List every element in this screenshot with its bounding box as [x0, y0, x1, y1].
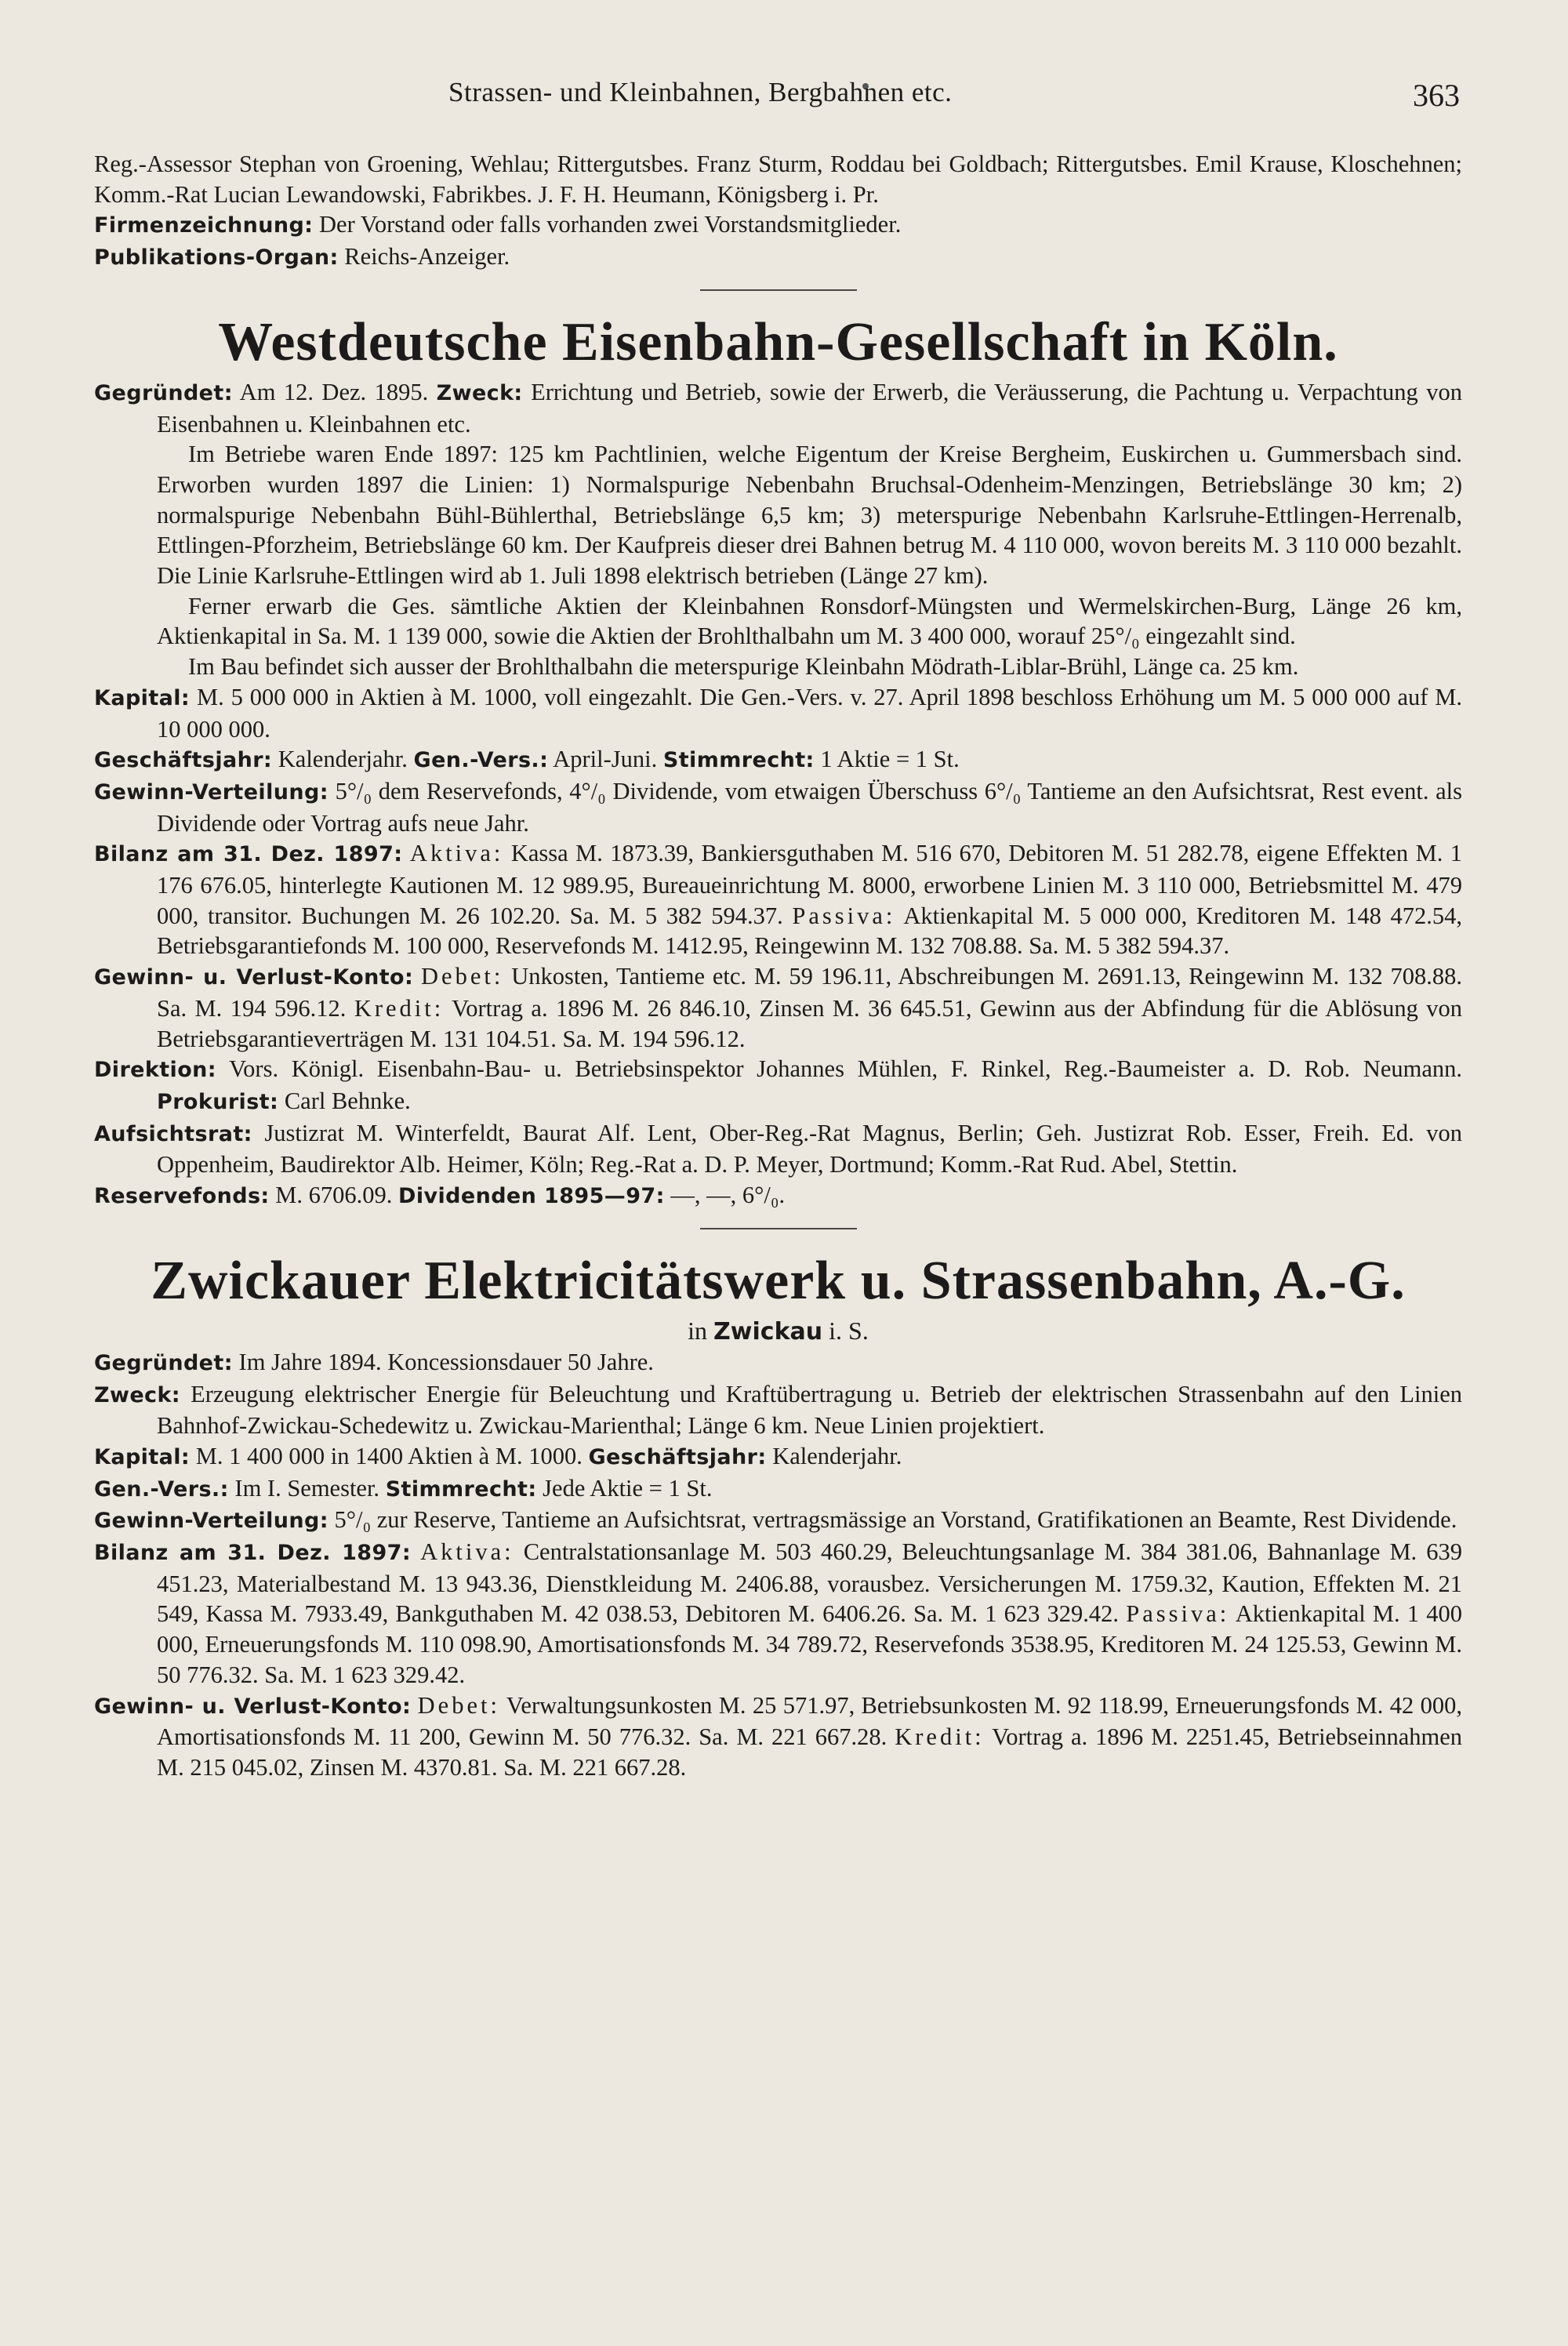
- westdeutsche-bilanz-aktiva: Kassa M. 1873.39, Bankiersguthaben M. 516 670, Debitoren M. 51 282.78, eigene Effekten M. 1 176 676.05, hinterlegte Kautionen M. 12 989.95, Bureaueinrichtung M. 8000, erworbene Linien M. 3 110 000, Betriebsmittel M. 479 000, transitor. Buchungen M. 26 102.20. Sa. M. 5 382 594.37.: [157, 840, 1462, 929]
- running-head: Strassen- und Kleinbahnen, Bergbahnen etc.: [448, 77, 953, 107]
- westdeutsche-geschaeftsjahr-label: Geschäftsjahr:: [94, 748, 273, 773]
- zwickauer-geschaeftsjahr-label: Geschäftsjahr:: [588, 1444, 767, 1469]
- westdeutsche-stimmrecht-text: 1 Aktie = 1 St.: [820, 746, 960, 773]
- zwickauer-gegruendet: [94, 1347, 1462, 1379]
- zwickauer-gegruendet-text: Im Jahre 1894. Koncessionsdauer 50 Jahre.: [238, 1348, 654, 1375]
- westdeutsche-kapital-label: Kapital:: [94, 685, 191, 710]
- zwickauer-gewinnverteilung-text: 5°/₀ zur Reserve, Tantieme an Aufsichtsrat, vertragsmässige an Vorstand, Gratifikationen an Beamte, Rest Dividende.: [334, 1506, 1457, 1534]
- zwickauer-kapital-label: Kapital:: [94, 1444, 191, 1469]
- zwickauer-bilanz-passiva: Aktienkapital M. 1 400 000, Erneuerungsfonds M. 110 098.90, Amortisationsfonds M. 34 789.72, Reservefonds 3538.95, Kreditoren M. 24 125.53, Gewinn M. 50 776.32. Sa. M. 1 623 329.42.: [157, 1600, 1463, 1688]
- westdeutsche-stimmrecht-label: Stimmrecht:: [662, 748, 815, 773]
- zwickauer-stimmrecht-label: Stimmrecht:: [385, 1476, 537, 1502]
- zwickauer-debet-label: Debet:: [417, 1691, 500, 1719]
- page-body: [94, 149, 1462, 1783]
- zwickauer-subtitle: [94, 1316, 1462, 1347]
- westdeutsche-bau: Im Bau befindet sich ausser der Brohlthalbahn die meterspurige Kleinbahn Mödrath-Liblar-Brühl, Länge ca. 25 km.: [188, 653, 1299, 681]
- westdeutsche-debet-label: Debet:: [421, 963, 504, 990]
- zwickauer-subtitle-city: Zwickau: [713, 1317, 823, 1346]
- zwickauer-genvers-text: Im I. Semester.: [234, 1474, 380, 1502]
- zwickauer-bilanz: [94, 1537, 1462, 1690]
- zwickauer-guv-kredit: Vortrag a. 1896 M. 2251.45, Betriebseinnahmen M. 215 045.02, Zinsen M. 4370.81. Sa. M. 221 667.28.: [157, 1723, 1463, 1781]
- westdeutsche-prokurist-text: Carl Behnke.: [284, 1087, 411, 1114]
- westdeutsche-dividenden-label: Dividenden 1895—97:: [398, 1184, 665, 1209]
- westdeutsche-passiva-label: Passiva:: [792, 902, 896, 929]
- westdeutsche-dividenden-text: —, —, 6°/₀.: [670, 1182, 786, 1209]
- prev-aufsichtsrat-continuation: [31, 149, 1462, 209]
- westdeutsche-gewinnverteilung-label: Gewinn-Verteilung:: [94, 779, 328, 804]
- zwickauer-zweck: [94, 1379, 1462, 1441]
- zwickauer-subtitle-suffix: i. S.: [829, 1316, 869, 1345]
- zwickauer-geschaeftsjahr-text: Kalenderjahr.: [772, 1442, 902, 1469]
- prev-firmenzeichnung-label: Firmenzeichnung:: [94, 213, 314, 238]
- westdeutsche-guv-kredit: Vortrag a. 1896 M. 26 846.10, Zinsen M. 36 645.51, Gewinn aus der Abfindung für die Ablösung von Betriebsgarantieverträgen M. 131 104.51. Sa. M. 194 596.12.: [157, 994, 1462, 1052]
- westdeutsche-guv-debet: Unkosten, Tantieme etc. M. 59 196.11, Abschreibungen M. 2691.13, Reingewinn M. 132 708.88. Sa. M. 194 596.12.: [157, 963, 1463, 1022]
- prev-publikation-label: Publikations-Organ:: [94, 245, 339, 271]
- westdeutsche-geschaeftsjahr-text: Kalenderjahr.: [278, 746, 408, 773]
- westdeutsche-reservefonds-text: M. 6706.09.: [275, 1182, 393, 1209]
- zwickauer-gewinnverteilung-label: Gewinn-Verteilung:: [94, 1509, 328, 1534]
- prev-firmenzeichnung-text: Der Vorstand oder falls vorhanden zwei Vorstandsmitglieder.: [319, 211, 902, 238]
- westdeutsche-direktion-text: Vors. Königl. Eisenbahn-Bau- u. Betriebsinspektor Johannes Mühlen, F. Rinkel, Reg.-Baumeister a. D. Rob. Neumann.: [229, 1055, 1462, 1083]
- zwickauer-kapital-text: M. 1 400 000 in 1400 Aktien à M. 1000.: [195, 1442, 583, 1469]
- westdeutsche-aufsichtsrat-label: Aufsichtsrat:: [94, 1121, 252, 1146]
- page-number: 363: [1413, 78, 1460, 113]
- westdeutsche-betrieb: Im Betriebe waren Ende 1897: 125 km Pachtlinien, welche Eigentum der Kreise Bergheim, Euskirchen u. Gummersbach sind. Erworben wurden 1897 die Linien: 1) Normalspurige Nebenbahn Bruchsal-Odenheim-Menzingen, Betriebslänge 30 km; 2) normalspurige Nebenbahn Bühl-Bühlerthal, Betriebslänge 6,5 km; 3) meterspurige Nebenbahn Karlsruhe-Ettlingen-Herrenalb, Ettlingen-Pforzheim, Betriebslänge 60 km. Der Kaufpreis dieser drei Bahnen betrug M. 4 110 000, wovon bereits M. 3 110 000 bezahlt. Die Linie Karlsruhe-Ettlingen wird ab 1. Juli 1898 elektrisch betrieben (Länge 27 km).: [157, 441, 1462, 590]
- westdeutsche-gewinnverteilung: [94, 776, 1462, 838]
- westdeutsche-direktion: [94, 1054, 1462, 1117]
- zwickauer-zweck-label: Zweck:: [94, 1382, 180, 1407]
- zwickauer-genvers: [94, 1473, 1462, 1505]
- westdeutsche-genvers-text: April-Juni.: [553, 746, 658, 773]
- westdeutsche-aufsichtsrat: [94, 1118, 1462, 1180]
- westdeutsche-prokurist-label: Prokurist:: [157, 1089, 279, 1114]
- westdeutsche-kredit-label: Kredit:: [354, 994, 445, 1022]
- zwickauer-passiva-label: Passiva:: [1126, 1600, 1230, 1628]
- westdeutsche-aufsichtsrat-text: Justizrat M. Winterfeldt, Baurat Alf. Lent, Ober-Reg.-Rat Magnus, Berlin; Geh. Justizrat Rob. Esser, Freih. Ed. von Oppenheim, Baudirektor Alb. Heimer, Köln; Reg.-Rat a. D. P. Meyer, Dortmund; Komm.-Rat Rud. Abel, Stettin.: [157, 1119, 1462, 1178]
- westdeutsche-zweck-label: Zweck:: [436, 380, 523, 405]
- westdeutsche-reservefonds: [94, 1180, 1462, 1212]
- prev-publikation: [94, 242, 1462, 274]
- zwickauer-guv: [94, 1690, 1462, 1783]
- westdeutsche-kapital-text: M. 5 000 000 in Aktien à M. 1000, voll eingezahlt. Die Gen.-Vers. v. 27. April 1898 beschloss Erhöhung um M. 5 000 000 auf M. 10 000 000.: [157, 683, 1463, 743]
- section-divider-2: [700, 1228, 857, 1229]
- westdeutsche-aktiva-label: Aktiva:: [409, 840, 504, 867]
- zwickauer-guv-label: Gewinn- u. Verlust-Konto:: [94, 1694, 412, 1719]
- zwickauer-genvers-label: Gen.-Vers.:: [94, 1476, 229, 1502]
- zwickauer-guv-debet: Verwaltungsunkosten M. 25 571.97, Betriebsunkosten M. 92 118.99, Erneuerungsfonds M. 42 000, Amortisationsfonds M. 11 200, Gewinn M. 50 776.32. Sa. M. 221 667.28.: [157, 1691, 1463, 1751]
- westdeutsche-bilanz-label: Bilanz am 31. Dez. 1897:: [94, 842, 403, 867]
- westdeutsche-gewinnverteilung-text: 5°/₀ dem Reservefonds, 4°/₀ Dividende, vom etwaigen Überschuss 6°/₀ Tantieme an den Aufsichtsrat, Rest event. als Dividende oder Vortrag aufs neue Jahr.: [157, 777, 1463, 837]
- westdeutsche-guv: [94, 961, 1462, 1054]
- westdeutsche-reservefonds-label: Reservefonds:: [94, 1184, 270, 1209]
- westdeutsche-ferner: Ferner erwarb die Ges. sämtliche Aktien der Kleinbahnen Ronsdorf-Müngsten und Wermelskirchen-Burg, Länge 26 km, Aktienkapital in Sa. M. 1 139 000, sowie die Aktien der Brohlthalbahn um M. 3 400 000, worauf 25°/₀ eingezahlt sind.: [157, 592, 1462, 650]
- zwickauer-bilanz-label: Bilanz am 31. Dez. 1897:: [94, 1541, 412, 1566]
- westdeutsche-zweck-text: Errichtung und Betrieb, sowie der Erwerb, die Veräusserung, die Pachtung u. Verpachtung von Eisenbahnen u. Kleinbahnen etc.: [157, 378, 1462, 438]
- westdeutsche-gegruendet-label: Gegründet:: [94, 380, 233, 405]
- westdeutsche-title: Westdeutsche Eisenbahn-Gesellschaft in Köln.: [218, 311, 1338, 372]
- zwickauer-aktiva-label: Aktiva:: [420, 1538, 514, 1566]
- westdeutsche-geschaeftsjahr: [94, 744, 1462, 776]
- zwickauer-title: Zwickauer Elektricitätswerk u. Strassenbahn, A.-G.: [151, 1250, 1406, 1311]
- zwickauer-kapital: [94, 1441, 1462, 1473]
- zwickauer-gewinnverteilung: [94, 1505, 1462, 1537]
- westdeutsche-guv-label: Gewinn- u. Verlust-Konto:: [94, 965, 414, 990]
- zwickauer-zweck-text: Erzeugung elektrischer Energie für Beleuchtung und Kraftübertragung u. Betrieb der elektrischen Strassenbahn auf den Linien Bahnhof-Zwickau-Schedewitz u. Zwickau-Marienthal; Länge 6 km. Neue Linien projektiert.: [157, 1380, 1463, 1440]
- prev-aufsichtsrat-text: Reg.-Assessor Stephan von Groening, Wehlau; Rittergutsbes. Franz Sturm, Roddau bei Goldbach; Rittergutsbes. Emil Krause, Kloschehnen; Komm.-Rat Lucian Lewandowski, Fabrikbes. J. F. H. Heumann, Königsberg i. Pr.: [94, 151, 1462, 208]
- westdeutsche-genvers-label: Gen.-Vers.:: [413, 748, 549, 773]
- prev-firmenzeichnung: [94, 209, 1462, 242]
- zwickauer-kredit-label: Kredit:: [895, 1723, 985, 1751]
- westdeutsche-bilanz-passiva: Aktienkapital M. 5 000 000, Kreditoren M. 148 472.54, Betriebsgarantiefonds M. 100 000, Reservefonds M. 1412.95, Reingewinn M. 132 708.88. Sa. M. 5 382 594.37.: [157, 902, 1463, 960]
- westdeutsche-direktion-label: Direktion:: [94, 1058, 216, 1083]
- page-header: [0, 77, 1568, 116]
- westdeutsche-bilanz: [94, 838, 1462, 961]
- prev-publikation-text: Reichs-Anzeiger.: [344, 243, 510, 271]
- section-divider: [700, 289, 857, 291]
- zwickauer-stimmrecht-text: Jede Aktie = 1 St.: [543, 1474, 713, 1502]
- zwickauer-subtitle-in: in: [688, 1316, 708, 1345]
- westdeutsche-gegruendet-zweck: [94, 377, 1462, 439]
- westdeutsche-kapital: [94, 682, 1462, 744]
- westdeutsche-gegruendet-text: Am 12. Dez. 1895.: [239, 378, 429, 405]
- zwickauer-gegruendet-label: Gegründet:: [94, 1350, 233, 1375]
- zwickauer-bilanz-aktiva: Centralstationsanlage M. 503 460.29, Beleuchtungsanlage M. 384 381.06, Bahnanlage M. 639 451.23, Materialbestand M. 13 943.36, Dienstkleidung M. 2406.88, vorausbez. Versicherungen M. 1759.32, Kaution, Effekten M. 21 549, Kassa M. 7933.49, Bankguthaben M. 42 038.53, Debitoren M. 6406.26. Sa. M. 1 623 329.42.: [157, 1538, 1463, 1628]
